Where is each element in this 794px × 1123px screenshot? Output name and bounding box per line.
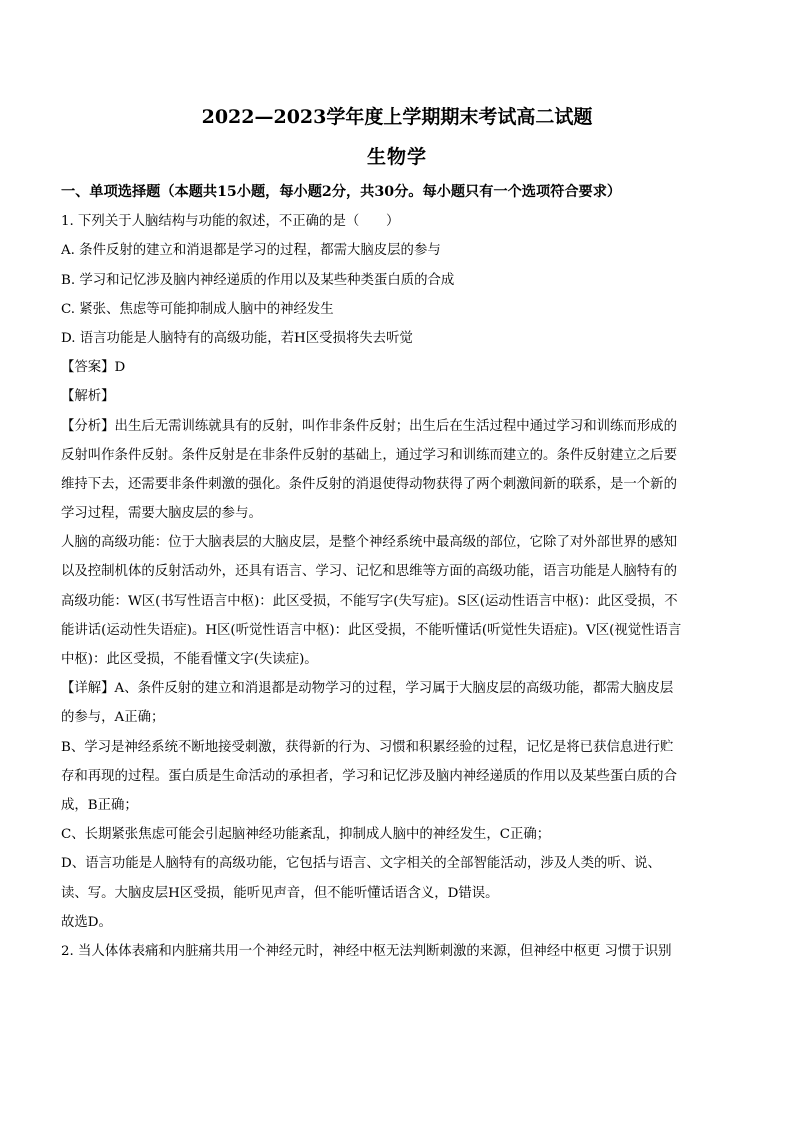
analysis-line: 【详解】A、条件反射的建立和消退都是动物学习的过程，学习属于大脑皮层的高级功能，都需大脑皮层 bbox=[61, 681, 674, 697]
question-1-option-d: D. 语言功能是人脑特有的高级功能，若H区受损将失去听觉 bbox=[61, 330, 413, 346]
exam-content bbox=[61, 178, 733, 966]
analysis-line: 反射叫作条件反射。条件反射是在非条件反射的基础上，通过学习和训练而建立的。条件反射建立之后要 bbox=[61, 447, 677, 463]
exam-title: 2022—2023学年度上学期期末考试高二试题 bbox=[201, 106, 593, 128]
analysis-line: 能讲话(运动性失语症)。H区(听觉性语言中枢)：此区受损，不能听懂话(听觉性失语症)。V区(视觉性语言 bbox=[61, 622, 682, 638]
subject-title: 生物学 bbox=[366, 146, 427, 168]
analysis-line: 【分析】出生后无需训练就具有的反射，叫作非条件反射；出生后在生活过程中通过学习和训练而形成的 bbox=[61, 418, 677, 434]
analysis-line: C、长期紧张焦虑可能会引起脑神经功能紊乱，抑制成人脑中的神经发生，C正确； bbox=[61, 827, 551, 843]
analysis-line: B、学习是神经系统不断地接受刺激，获得新的行为、习惯和积累经验的过程，记忆是将已获信息进行贮 bbox=[61, 739, 674, 755]
analysis-line: 成，B正确； bbox=[61, 797, 138, 813]
question-1-option-b: B. 学习和记忆涉及脑内神经递质的作用以及某些种类蛋白质的合成 bbox=[61, 272, 455, 288]
analysis-line: 以及控制机体的反射活动外，还具有语言、学习、记忆和思维等方面的高级功能，语言功能是人脑特有的 bbox=[61, 564, 677, 580]
question-1-stem: 1. 下列关于人脑结构与功能的叙述，不正确的是（ ） bbox=[61, 214, 400, 230]
analysis-line: D、语言功能是人脑特有的高级功能，它包括与语言、文字相关的全部智能活动，涉及人类的听、说、 bbox=[61, 856, 661, 872]
analysis-line: 人脑的高级功能：位于大脑表层的大脑皮层，是整个神经系统中最高级的部位，它除了对外部世界的感知 bbox=[61, 535, 677, 551]
question-1-option-a: A. 条件反射的建立和消退都是学习的过程，都需大脑皮层的参与 bbox=[61, 243, 441, 259]
analysis-line: 维持下去，还需要非条件刺激的强化。条件反射的消退使得动物获得了两个刺激间新的联系，是一个新的 bbox=[61, 476, 677, 492]
analysis-line: 学习过程，需要大脑皮层的参与。 bbox=[61, 506, 262, 522]
analysis-line: 的参与，A正确； bbox=[61, 710, 165, 726]
question-2-stem: 2. 当人体体表痛和内脏痛共用一个神经元时，神经中枢无法判断刺激的来源，但神经中枢更 习惯于识别 bbox=[61, 943, 672, 959]
analysis-line: 故选D。 bbox=[61, 914, 112, 930]
analysis-line: 中枢)：此区受损，不能看懂文字(失读症)。 bbox=[61, 652, 318, 667]
analysis-line: 高级功能：W区(书写性语言中枢)：此区受损，不能写字(失写症)。S区(运动性语言中枢)：此区受损，不 bbox=[61, 593, 678, 609]
section-heading: 一、单项选择题（本题共15小题，每小题2分，共30分。每小题只有一个选项符合要求） bbox=[61, 184, 622, 200]
question-1-option-c: C. 紧张、焦虑等可能抑制成人脑中的神经发生 bbox=[61, 301, 334, 317]
question-1-answer: 【答案】D bbox=[61, 360, 126, 376]
analysis-line: 存和再现的过程。蛋白质是生命活动的承担者，学习和记忆涉及脑内神经递质的作用以及某些蛋白质的合 bbox=[61, 768, 677, 784]
question-1-analysis-label: 【解析】 bbox=[61, 389, 115, 405]
analysis-line: 读、写。大脑皮层H区受损，能听见声音，但不能听懂话语含义，D错误。 bbox=[61, 885, 499, 901]
